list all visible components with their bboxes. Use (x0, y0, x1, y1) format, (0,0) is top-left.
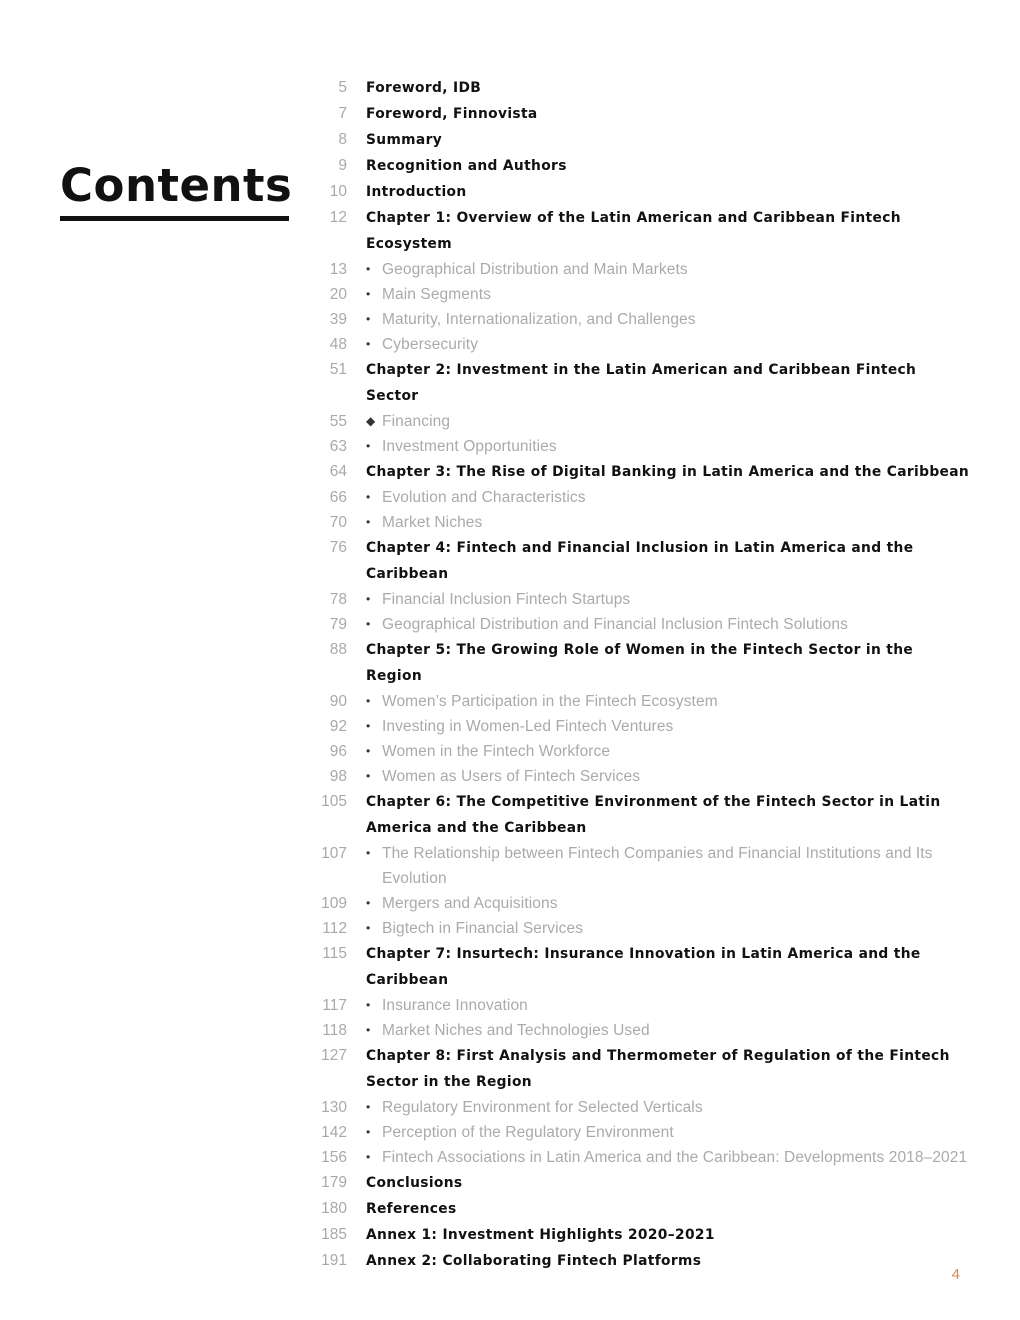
toc-page-number: 112 (322, 920, 347, 937)
toc-subentry (310, 689, 970, 714)
toc-subentry (310, 587, 970, 612)
toc-entry-body (366, 510, 970, 535)
toc-entry-title: Regulatory Environment for Selected Verticals (382, 1099, 703, 1116)
toc-page-number: 117 (322, 997, 347, 1014)
toc-entry (310, 153, 970, 179)
toc-page-number: 105 (321, 793, 347, 810)
toc-entry-title: Investment Opportunities (382, 438, 557, 455)
bullet-icon: • (366, 921, 371, 935)
toc-entry-title: Financing (382, 413, 451, 430)
toc-page-number: 8 (338, 131, 347, 148)
toc-entry-body (366, 1222, 970, 1248)
toc-subentry (310, 764, 970, 789)
toc-entry-body (366, 993, 970, 1018)
bullet-icon: • (366, 287, 371, 301)
toc-entry-title: Women as Users of Fintech Services (382, 768, 641, 785)
toc-page-number: 70 (329, 514, 347, 531)
toc-entry-body (366, 179, 970, 205)
toc-subentry (310, 307, 970, 332)
bullet-icon: • (366, 617, 371, 631)
toc-entry-body (366, 1145, 970, 1170)
toc-entry-title: Foreword, IDB (366, 80, 482, 96)
bullet-icon: • (366, 490, 371, 504)
toc-entry-body (366, 941, 970, 993)
toc-subentry (310, 891, 970, 916)
toc-page-number: 20 (329, 286, 347, 303)
toc-page-number: 191 (321, 1252, 347, 1269)
toc-entry-body (366, 1170, 970, 1196)
toc-entry-title: Main Segments (382, 286, 491, 303)
toc-entry-body (366, 764, 970, 789)
toc-entry (310, 357, 970, 409)
toc-page-number: 98 (329, 768, 347, 785)
toc-entry (310, 1248, 970, 1274)
bullet-icon: • (366, 592, 371, 606)
toc-subentry (310, 612, 970, 637)
toc-page-number: 64 (329, 463, 347, 480)
toc-entry-title: Chapter 3: The Rise of Digital Banking in Latin America and the Caribbean (366, 464, 970, 480)
toc-subentry (310, 1145, 970, 1170)
toc-subentry (310, 993, 970, 1018)
toc-page-number: 39 (329, 311, 347, 328)
toc-entry-body (366, 127, 970, 153)
toc-entry (310, 101, 970, 127)
toc-entry-title: Chapter 8: First Analysis and Thermometer of Regulation of the Fintech Sector in the Region (366, 1048, 950, 1090)
toc-subentry (310, 257, 970, 282)
toc-page-number: 107 (321, 845, 347, 862)
toc-entry-title: Evolution and Characteristics (382, 489, 586, 506)
toc-entry-body (366, 637, 970, 689)
toc-entry (310, 1170, 970, 1196)
contents-heading: Contents (60, 159, 293, 212)
toc-page-number: 5 (338, 79, 347, 96)
toc-subentry (310, 1120, 970, 1145)
toc-entry-title: Conclusions (366, 1175, 463, 1191)
bullet-icon: • (366, 694, 371, 708)
toc-subentry (310, 434, 970, 459)
toc-page-number: 13 (329, 261, 347, 278)
toc-entry-title: Fintech Associations in Latin America and the Caribbean: Developments 2018–2021 (382, 1149, 968, 1166)
toc-entry-title: Investing in Women-Led Fintech Ventures (382, 718, 674, 735)
toc-entry-body (366, 612, 970, 637)
toc-subentry (310, 485, 970, 510)
toc-page-number: 9 (338, 157, 347, 174)
toc-entry-body (366, 739, 970, 764)
toc-entry (310, 1222, 970, 1248)
toc-entry-body (366, 916, 970, 941)
toc-page-number: 51 (329, 361, 347, 378)
toc-entry-title: Annex 2: Collaborating Fintech Platforms (366, 1253, 702, 1269)
bullet-icon: ◆ (366, 414, 376, 428)
toc-page-number: 78 (329, 591, 347, 608)
table-of-contents (310, 75, 970, 1274)
toc-entry-body (366, 1043, 970, 1095)
toc-entry-body (366, 535, 970, 587)
toc-page-number: 96 (329, 743, 347, 760)
toc-entry-body (366, 409, 970, 434)
toc-subentry (310, 916, 970, 941)
toc-entry-title: Market Niches (382, 514, 483, 531)
toc-entry-title: Geographical Distribution and Main Markets (382, 261, 688, 278)
toc-subentry (310, 841, 970, 891)
toc-entry (310, 459, 970, 485)
toc-entry-title: Market Niches and Technologies Used (382, 1022, 650, 1039)
toc-entry-body (366, 434, 970, 459)
toc-entry-title: Foreword, Finnovista (366, 106, 538, 122)
toc-entry-title: Chapter 2: Investment in the Latin American and Caribbean Fintech Sector (366, 362, 917, 404)
toc-page-number: 109 (321, 895, 347, 912)
toc-subentry (310, 1095, 970, 1120)
toc-entry-title: Annex 1: Investment Highlights 2020–2021 (366, 1227, 715, 1243)
toc-entry (310, 179, 970, 205)
toc-entry-body (366, 689, 970, 714)
bullet-icon: • (366, 1150, 371, 1164)
bullet-icon: • (366, 439, 371, 453)
bullet-icon: • (366, 998, 371, 1012)
toc-entry-title: The Relationship between Fintech Companies and Financial Institutions and Its Evolution (382, 845, 933, 887)
toc-entry (310, 941, 970, 993)
toc-entry-title: Chapter 5: The Growing Role of Women in the Fintech Sector in the Region (366, 642, 914, 684)
toc-entry-title: Insurance Innovation (382, 997, 528, 1014)
toc-subentry (310, 1018, 970, 1043)
toc-page-number: 156 (321, 1149, 347, 1166)
contents-heading-block (60, 158, 293, 221)
toc-entry-title: Women in the Fintech Workforce (382, 743, 611, 760)
toc-entry (310, 1043, 970, 1095)
toc-page-number: 115 (322, 945, 347, 962)
toc-entry-title: Chapter 6: The Competitive Environment of the Fintech Sector in Latin America and the Caribbean (366, 794, 941, 836)
toc-entry-body (366, 332, 970, 357)
toc-entry (310, 535, 970, 587)
toc-page-number: 48 (329, 336, 347, 353)
toc-page-number: 76 (329, 539, 347, 556)
toc-entry-title: Mergers and Acquisitions (382, 895, 558, 912)
toc-entry-title: Bigtech in Financial Services (382, 920, 584, 937)
toc-entry (310, 127, 970, 153)
toc-entry-body (366, 1095, 970, 1120)
toc-page-number: 55 (329, 413, 347, 430)
toc-entry-title: Chapter 1: Overview of the Latin American and Caribbean Fintech Ecosystem (366, 210, 901, 252)
bullet-icon: • (366, 312, 371, 326)
bullet-icon: • (366, 1023, 371, 1037)
toc-page-number: 7 (338, 105, 347, 122)
toc-page-number: 130 (321, 1099, 347, 1116)
toc-page-number: 66 (329, 489, 347, 506)
bullet-icon: • (366, 337, 371, 351)
toc-page-number: 63 (329, 438, 347, 455)
toc-subentry (310, 714, 970, 739)
toc-page-number: 90 (329, 693, 347, 710)
toc-entry (310, 1196, 970, 1222)
toc-entry-body (366, 1018, 970, 1043)
toc-page-number: 118 (322, 1022, 347, 1039)
toc-entry-body (366, 714, 970, 739)
toc-entry-title: Chapter 4: Fintech and Financial Inclusion in Latin America and the Caribbean (366, 540, 914, 582)
toc-subentry (310, 332, 970, 357)
toc-entry-title: Chapter 7: Insurtech: Insurance Innovation in Latin America and the Caribbean (366, 946, 921, 988)
toc-entry-body (366, 1248, 970, 1274)
bullet-icon: • (366, 744, 371, 758)
toc-entry-title: Recognition and Authors (366, 158, 567, 174)
toc-entry-body (366, 153, 970, 179)
toc-entry-title: Maturity, Internationalization, and Challenges (382, 311, 696, 328)
toc-entry-title: Women’s Participation in the Fintech Ecosystem (382, 693, 718, 710)
toc-entry-body (366, 101, 970, 127)
toc-entry-title: Introduction (366, 184, 467, 200)
bullet-icon: • (366, 896, 371, 910)
toc-entry-body (366, 307, 970, 332)
bullet-icon: • (366, 846, 371, 860)
toc-page-number: 142 (321, 1124, 347, 1141)
toc-entry-title: Geographical Distribution and Financial Inclusion Fintech Solutions (382, 616, 848, 633)
heading-underline (60, 216, 289, 221)
toc-entry-body (366, 205, 970, 257)
toc-entry-body (366, 841, 970, 891)
toc-entry-title: Perception of the Regulatory Environment (382, 1124, 674, 1141)
bullet-icon: • (366, 262, 371, 276)
toc-entry (310, 205, 970, 257)
toc-page-number: 12 (329, 209, 347, 226)
toc-page-number: 88 (329, 641, 347, 658)
toc-subentry (310, 282, 970, 307)
toc-page-number: 185 (321, 1226, 347, 1243)
toc-entry (310, 75, 970, 101)
toc-entry-body (366, 459, 970, 485)
toc-page-number: 127 (321, 1047, 347, 1064)
toc-page-number: 179 (321, 1174, 347, 1191)
toc-subentry (310, 739, 970, 764)
toc-entry-title: Summary (366, 132, 443, 148)
toc-page-number: 180 (321, 1200, 347, 1217)
toc-entry-title: References (366, 1201, 457, 1217)
toc-entry-body (366, 257, 970, 282)
toc-entry-body (366, 357, 970, 409)
bullet-icon: • (366, 769, 371, 783)
toc-entry-body (366, 485, 970, 510)
toc-entry-body (366, 891, 970, 916)
footer-page-number: 4 (951, 1266, 960, 1283)
toc-subentry (310, 510, 970, 535)
toc-entry-body (366, 587, 970, 612)
toc-entry-title: Financial Inclusion Fintech Startups (382, 591, 631, 608)
toc-entry-body (366, 282, 970, 307)
toc-entry-body (366, 75, 970, 101)
toc-entry (310, 637, 970, 689)
toc-subentry (310, 409, 970, 434)
toc-entry-body (366, 1196, 970, 1222)
toc-entry (310, 789, 970, 841)
bullet-icon: • (366, 515, 371, 529)
bullet-icon: • (366, 1125, 371, 1139)
bullet-icon: • (366, 1100, 371, 1114)
toc-entry-title: Cybersecurity (382, 336, 479, 353)
toc-page-number: 10 (329, 183, 347, 200)
toc-page-number: 92 (329, 718, 347, 735)
toc-entry-body (366, 789, 970, 841)
bullet-icon: • (366, 719, 371, 733)
toc-page-number: 79 (329, 616, 347, 633)
toc-entry-body (366, 1120, 970, 1145)
